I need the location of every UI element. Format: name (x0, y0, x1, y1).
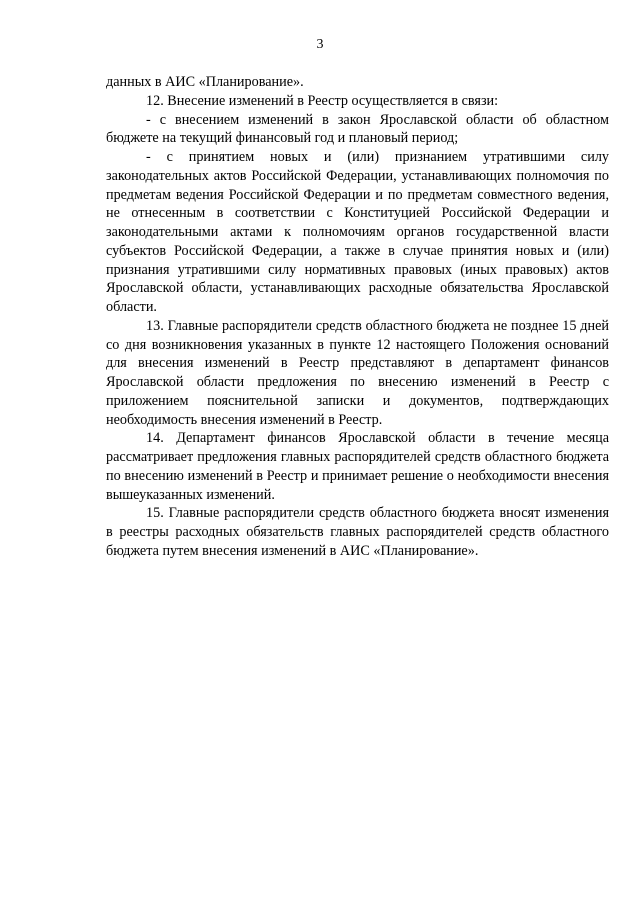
paragraph-item-13: 13. Главные распорядители средств областного бюджета не позднее 15 дней со дня возникновения указанных в пункте 12 настоящего Положения оснований для внесения изменений в Реестр представляют в департамент финансов Ярославской области предложения по внесению изменений в Реестр с приложением пояснительной записки и документов, подтверждающих необходимость внесения изменений в Реестр. (106, 317, 609, 428)
paragraph-item-14: 14. Департамент финансов Ярославской области в течение месяца рассматривает предложения главных распорядителей средств областного бюджета по внесению изменений в Реестр и принимает решение о необходимости внесения вышеуказанных изменений. (106, 430, 609, 503)
page-number: 3 (316, 37, 324, 52)
paragraph-item-12-dash-1: - с внесением изменений в закон Ярославской области об областном бюджете на текущий финансовый год и плановый период; (106, 111, 609, 147)
paragraph-item-12-dash-2: - с принятием новых и (или) признанием утратившими силу законодательных актов Российской Федерации, устанавливающих полномочия по предметам ведения Российской Федерации и по предметам совместного ведения, не отнесенным в соответствии с Конституцией Российской Федерации и законодательными актами к полномочиям органов государственной власти субъектов Российской Федерации, а также в случае принятия новых и (или) признания утратившими силу нормативных правовых (иных правовых) актов Ярославской области, устанавливающих расходные обязательства Ярославской области. (106, 149, 609, 315)
paragraph-item-15: 15. Главные распорядители средств областного бюджета вносят изменения в реестры расходных обязательств главных распорядителей средств областного бюджета путем внесения изменений в АИС «Планирование». (106, 505, 609, 559)
paragraph-item-12: 12. Внесение изменений в Реестр осуществляется в связи: (146, 92, 499, 109)
document-body (106, 73, 609, 561)
paragraph-continuation: данных в АИС «Планирование». (106, 74, 304, 90)
